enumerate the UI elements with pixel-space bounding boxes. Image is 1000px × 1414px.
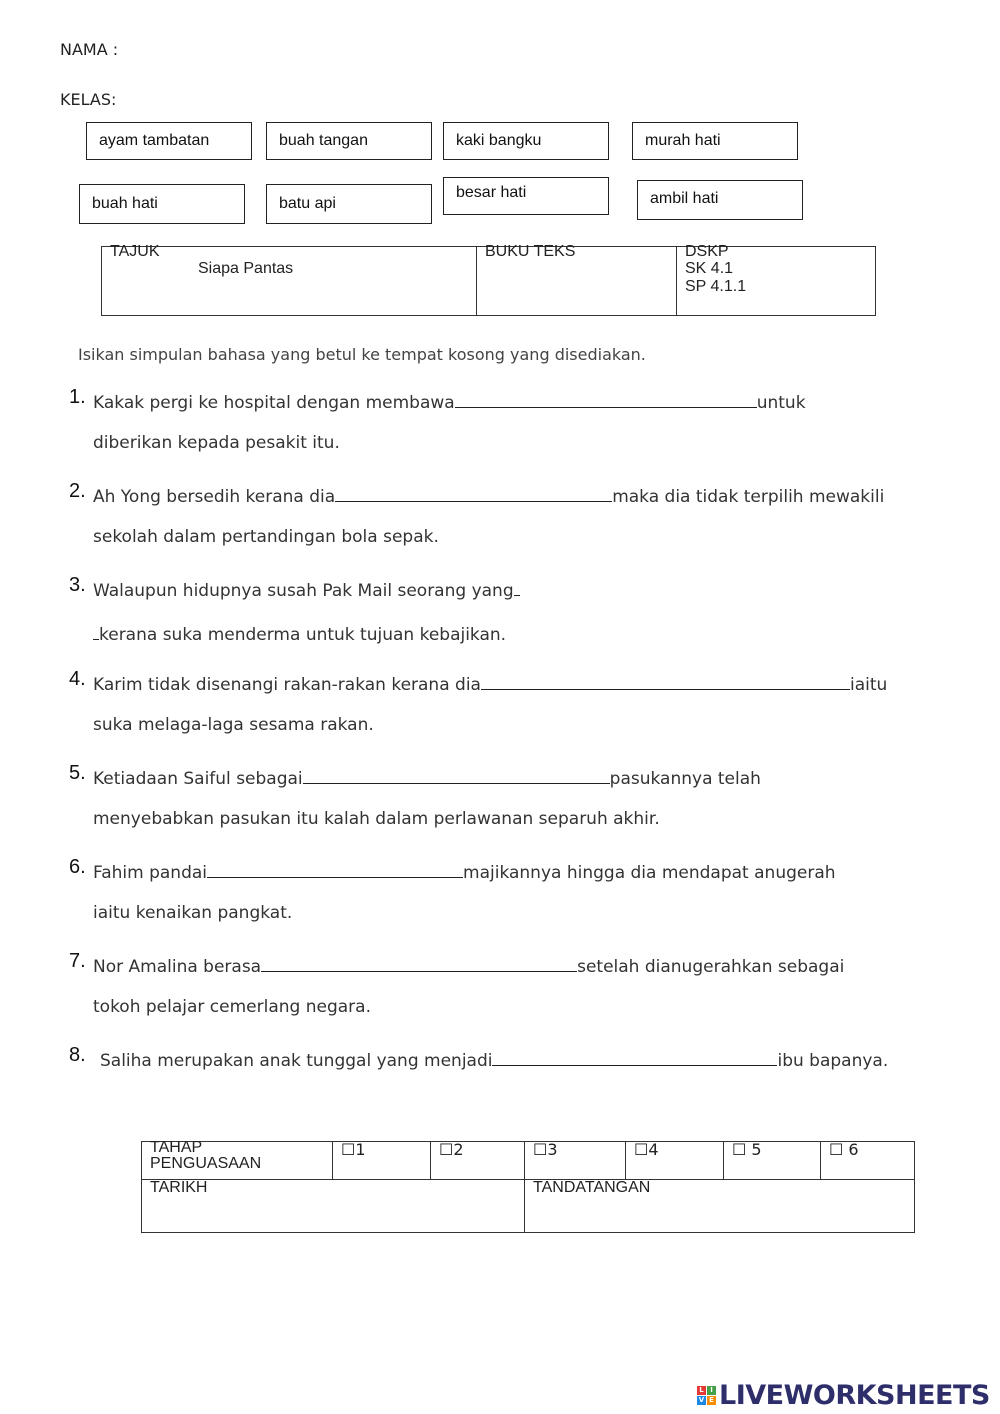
level-4-cell[interactable] — [626, 1142, 724, 1180]
liveworksheets-logo — [697, 1380, 990, 1411]
question-4-line-2: suka melaga-laga sesama rakan. — [93, 715, 374, 735]
question-number: 6. — [69, 856, 86, 878]
word-option-batu-api[interactable]: batu api — [266, 184, 432, 224]
logo-letter: E — [707, 1396, 716, 1405]
tajuk-label: TAJUK — [110, 243, 160, 260]
question-text: Karim tidak disenangi rakan-rakan kerana dia — [93, 675, 481, 695]
question-number: 3. — [69, 574, 86, 596]
answer-blank-6[interactable] — [207, 859, 463, 878]
lesson-info-table — [101, 243, 876, 316]
question-text: untuk — [756, 393, 806, 413]
tarikh-cell — [142, 1180, 525, 1233]
level-2-cell[interactable] — [431, 1142, 525, 1180]
question-5-line-1 — [93, 765, 761, 789]
level-1-cell[interactable] — [333, 1142, 431, 1180]
instruction-text: Isikan simpulan bahasa yang betul ke tempat kosong yang disediakan. — [78, 345, 646, 364]
question-3-line-1 — [93, 577, 520, 601]
question-text: Nor Amalina berasa — [93, 957, 262, 977]
question-1-line-1 — [93, 389, 806, 413]
question-text: setelah dianugerahkan sebagai — [577, 957, 845, 977]
word-option-ayam-tambatan[interactable]: ayam tambatan — [86, 122, 252, 160]
word-option-kaki-bangku[interactable]: kaki bangku — [443, 122, 609, 160]
level-5-checkbox[interactable]: ☐ 5 — [732, 1140, 762, 1159]
question-3-line-2 — [93, 621, 506, 645]
question-2-line-2: sekolah dalam pertandingan bola sepak. — [93, 527, 439, 547]
level-1-checkbox[interactable]: ☐1 — [341, 1140, 366, 1159]
logo-letter: V — [698, 1396, 705, 1404]
tahap-penguasaan-cell — [142, 1139, 333, 1180]
answer-blank-2[interactable] — [335, 483, 612, 502]
question-5-line-2: menyebabkan pasukan itu kalah dalam perlawanan separuh akhir. — [93, 809, 660, 829]
question-text: Walaupun hidupnya susah Pak Mail seorang yang — [93, 581, 514, 601]
word-option-buah-hati[interactable]: buah hati — [79, 184, 245, 224]
tahap-label: TAHAP — [150, 1139, 203, 1156]
answer-blank-1[interactable] — [455, 389, 757, 408]
liveworksheets-logo-text: LIVEWORKSHEETS — [719, 1380, 990, 1411]
question-2-line-1 — [93, 483, 884, 507]
tajuk-cell — [102, 243, 477, 316]
question-number: 1. — [69, 386, 86, 408]
question-text: maka dia tidak terpilih mewakili — [612, 487, 885, 507]
tandatangan-cell — [525, 1180, 915, 1233]
buku-teks-label: BUKU TEKS — [485, 243, 576, 260]
dskp-cell — [677, 243, 876, 316]
word-option-besar-hati[interactable]: besar hati — [443, 177, 609, 215]
answer-blank-3[interactable] — [514, 577, 520, 596]
question-text: Ah Yong bersedih kerana dia — [93, 487, 336, 507]
answer-blank-4[interactable] — [481, 671, 850, 690]
question-text: iaitu — [849, 675, 888, 695]
level-5-cell[interactable] — [724, 1142, 821, 1180]
tandatangan-label: TANDATANGAN — [533, 1179, 651, 1196]
level-6-cell[interactable] — [821, 1142, 915, 1180]
word-option-buah-tangan[interactable]: buah tangan — [266, 122, 432, 160]
question-text: Fahim pandai — [93, 863, 208, 883]
question-4-line-1 — [93, 671, 887, 695]
answer-blank-5[interactable] — [303, 765, 610, 784]
level-6-checkbox[interactable]: ☐ 6 — [829, 1140, 859, 1159]
word-option-ambil-hati[interactable]: ambil hati — [637, 180, 803, 220]
nama-label: NAMA : — [60, 40, 119, 59]
question-6-line-2: iaitu kenaikan pangkat. — [93, 903, 293, 923]
answer-blank-8[interactable] — [492, 1047, 777, 1066]
word-option-murah-hati[interactable]: murah hati — [632, 122, 798, 160]
tarikh-label: TARIKH — [150, 1179, 208, 1196]
logo-letter: L — [697, 1386, 706, 1395]
question-text: Ketiadaan Saiful sebagai — [93, 769, 303, 789]
question-1-line-2: diberikan kepada pesakit itu. — [93, 433, 340, 453]
question-text: pasukannya telah — [609, 769, 761, 789]
dskp-label: DSKP — [685, 243, 729, 260]
question-number: 2. — [69, 480, 86, 502]
kelas-label: KELAS: — [60, 90, 117, 109]
level-3-cell[interactable] — [525, 1142, 626, 1180]
question-text: kerana suka menderma untuk tujuan kebajikan. — [99, 625, 507, 645]
question-text: majikannya hingga dia mendapat anugerah — [463, 863, 836, 883]
question-7-line-1 — [93, 953, 844, 977]
level-2-checkbox[interactable]: ☐2 — [439, 1140, 464, 1159]
penguasaan-label: PENGUASAAN — [150, 1155, 262, 1172]
question-text: Saliha merupakan anak tunggal yang menjadi — [100, 1051, 493, 1071]
question-7-line-2: tokoh pelajar cemerlang negara. — [93, 997, 371, 1017]
question-text: ibu bapanya. — [777, 1051, 889, 1071]
question-number: 5. — [69, 762, 86, 784]
mastery-level-table — [141, 1141, 915, 1233]
question-text: Kakak pergi ke hospital dengan membawa — [93, 393, 455, 413]
question-6-line-1 — [93, 859, 836, 883]
liveworksheets-logo-mark — [697, 1386, 716, 1405]
question-number: 4. — [69, 668, 86, 690]
level-4-checkbox[interactable]: ☐4 — [634, 1140, 659, 1159]
logo-letter: I — [707, 1386, 716, 1395]
sk-code: SK 4.1 — [685, 260, 734, 277]
question-8-line-1 — [100, 1047, 888, 1071]
level-3-checkbox[interactable]: ☐3 — [533, 1140, 558, 1159]
question-number: 8. — [69, 1044, 86, 1066]
answer-blank-7[interactable] — [261, 953, 577, 972]
buku-teks-cell — [477, 243, 677, 316]
tajuk-value: Siapa Pantas — [198, 260, 294, 277]
sp-code: SP 4.1.1 — [685, 278, 747, 295]
question-number: 7. — [69, 950, 86, 972]
